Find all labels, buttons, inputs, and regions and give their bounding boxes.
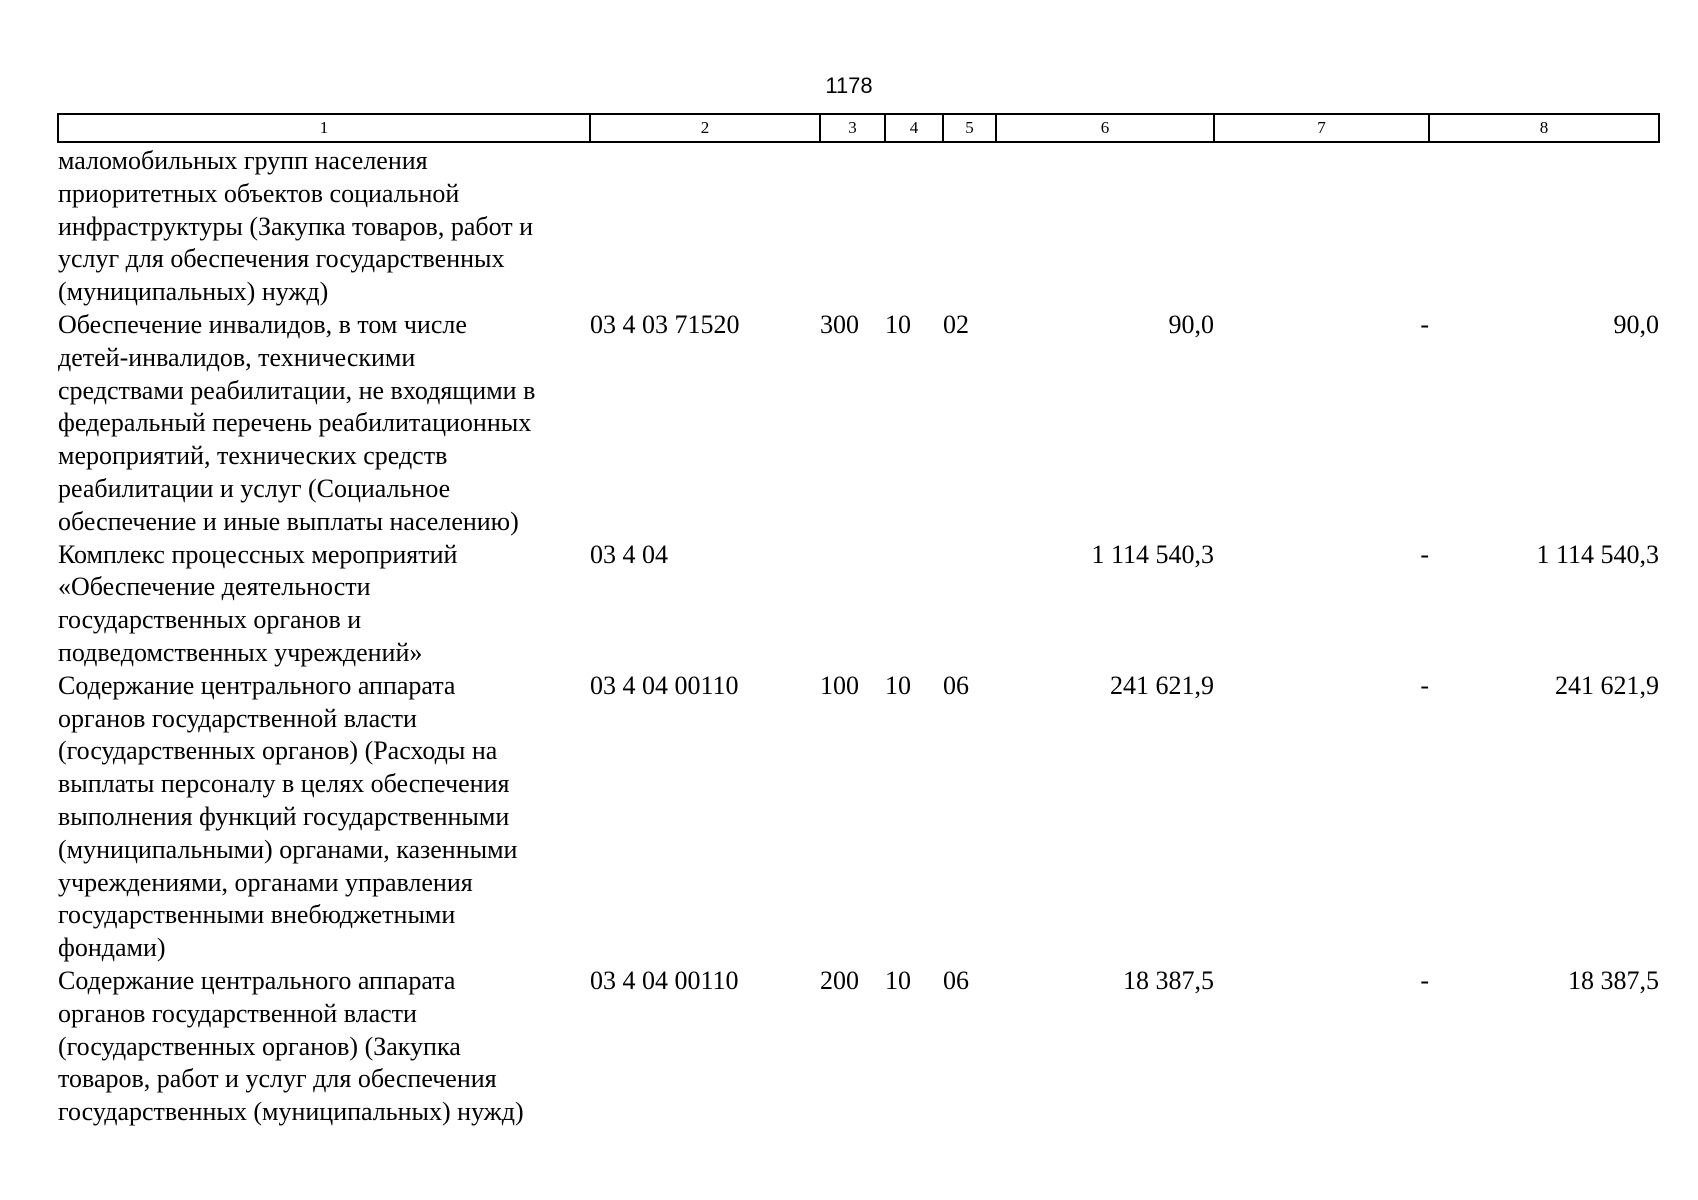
name-line: государственными внебюджетными [58,900,456,930]
table-row [58,539,1659,670]
header-col-4: 4 [885,114,943,142]
row-name [58,670,590,965]
name-line: Обеспечение инвалидов, в том числе [58,309,467,339]
name-line: учреждениями, органами управления [58,867,473,897]
budget-table [57,113,1660,1129]
row-col8: 241 621,9 [1555,670,1659,700]
header-col-5: 5 [943,114,996,142]
name-line: реабилитации и услуг (Социальное [58,473,451,503]
row-col5 [943,142,996,309]
row-col5: 02 [943,309,969,339]
table-row [58,142,1659,309]
name-line: органов государственной власти [58,703,417,733]
header-col-3: 3 [820,114,885,142]
name-line: приоритетных объектов социальной [58,178,460,208]
row-col4 [885,539,943,670]
table-row [58,309,1659,539]
row-code: 03 4 04 00110 [590,670,739,700]
name-line: средствами реабилитации, не входящими в [58,375,536,405]
name-line: Комплекс процессных мероприятий [58,539,458,569]
row-code [590,142,820,309]
name-line: государственных (муниципальных) нужд) [58,1097,524,1127]
row-col4: 10 [885,309,911,339]
row-col7: - [1420,309,1429,339]
row-code: 03 4 04 [590,539,668,569]
row-col8 [1429,142,1659,309]
name-line: Содержание центрального аппарата [58,965,456,995]
table-row [58,670,1659,965]
name-line: подведомственных учреждений» [58,637,423,667]
name-line: органов государственной власти [58,998,417,1028]
header-col-8: 8 [1429,114,1659,142]
row-col7: - [1420,539,1429,569]
header-col-7: 7 [1214,114,1429,142]
row-col4 [885,142,943,309]
name-line: выплаты персоналу в целях обеспечения [58,769,510,799]
row-col7: - [1420,670,1429,700]
row-col6: 18 387,5 [1123,965,1214,995]
name-line: (государственных органов) (Закупка [58,1031,461,1061]
name-line: выполнения функций государственными [58,801,510,831]
name-line: услуг для обеспечения государственных [58,244,505,274]
name-line: мероприятий, технических средств [58,441,448,471]
row-col3: 300 [820,309,859,339]
row-col4: 10 [885,965,911,995]
row-col6 [996,142,1214,309]
row-col5: 06 [943,670,969,700]
row-col3: 200 [820,965,859,995]
header-col-1: 1 [58,114,590,142]
row-col7 [1214,142,1429,309]
name-line: федеральный перечень реабилитационных [58,408,532,438]
row-col8: 90,0 [1613,309,1659,339]
row-col3: 100 [820,670,859,700]
name-line: Содержание центрального аппарата [58,670,456,700]
row-name [58,142,590,309]
name-line: обеспечение и иные выплаты населению) [58,506,519,536]
row-name [58,309,590,539]
header-col-2: 2 [590,114,820,142]
row-col7: - [1420,965,1429,995]
row-col6: 1 114 540,3 [1091,539,1214,569]
column-number-header [58,114,1659,142]
page-number: 1178 [825,73,873,98]
row-col8: 18 387,5 [1568,965,1659,995]
row-code: 03 4 03 71520 [590,309,740,339]
name-line: «Обеспечение деятельности [58,572,371,602]
name-line: маломобильных групп населения [58,146,428,175]
table-row [58,965,1659,1129]
name-line: (муниципальных) нужд) [58,277,329,307]
row-code: 03 4 04 00110 [590,965,739,995]
row-col3 [820,539,885,670]
name-line: товаров, работ и услуг для обеспечения [58,1064,497,1094]
name-line: (муниципальными) органами, казенными [58,834,518,864]
header-col-6: 6 [996,114,1214,142]
row-name [58,539,590,670]
row-col5 [943,539,996,670]
row-col8: 1 114 540,3 [1536,539,1659,569]
name-line: инфраструктуры (Закупка товаров, работ и [58,211,534,241]
row-col4: 10 [885,670,911,700]
name-line: государственных органов и [58,605,362,635]
row-col6: 241 621,9 [1110,670,1214,700]
row-name [58,965,590,1129]
name-line: детей-инвалидов, техническими [58,342,416,372]
row-col5: 06 [943,965,969,995]
row-col3 [820,142,885,309]
row-col6: 90,0 [1168,309,1214,339]
name-line: фондами) [58,933,166,963]
name-line: (государственных органов) (Расходы на [58,736,498,766]
